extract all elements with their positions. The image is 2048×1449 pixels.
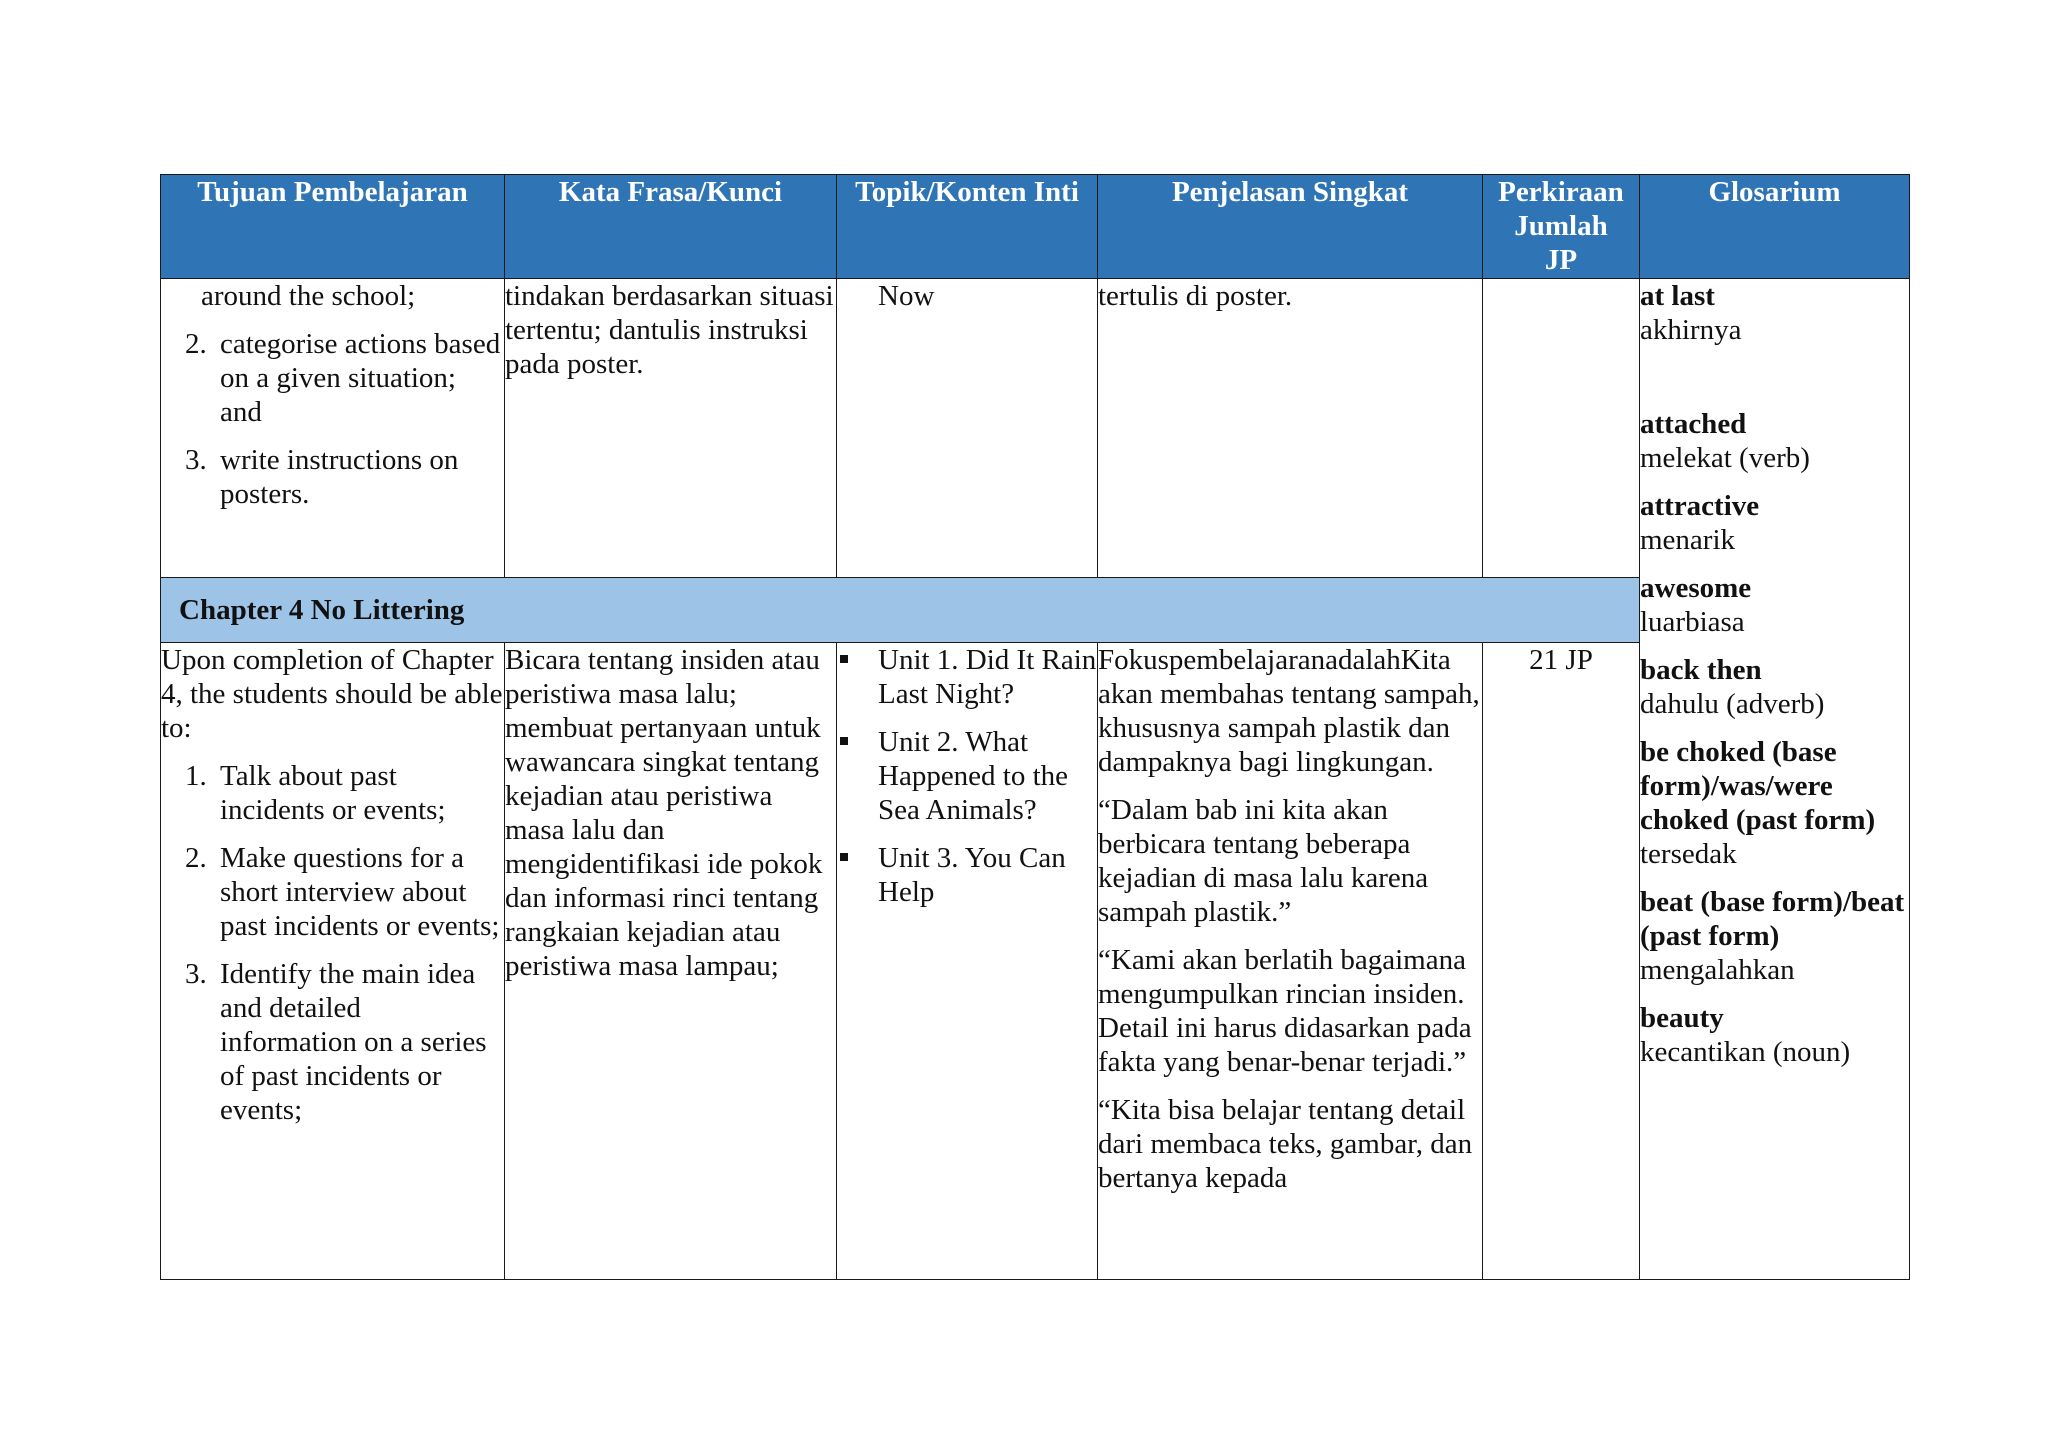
list-item: 3. write instructions on posters. [214, 443, 504, 511]
glossary-definition: kecantikan (noun) [1640, 1036, 1851, 1068]
cell-kata-ch4: Bicara tentang insiden atau peristiwa masa lalu; membuat pertanyaan untuk wawancara singkat tentang kejadian atau peristiwa masa lalu dan mengidentifikasi ide pokok dan informasi rinci tentang rangkaian kejadian atau peristiwa masa lampau; [505, 643, 837, 1280]
cell-penjelasan-prev: tertulis di poster. [1098, 279, 1483, 578]
list-item [837, 643, 1097, 711]
glossary-term: back then [1640, 654, 1762, 686]
table-row-previous [161, 279, 1910, 578]
glossary-definition: mengalahkan [1640, 954, 1795, 986]
square-bullet-icon [840, 737, 848, 745]
tujuan-list-prev [161, 327, 504, 511]
header-tujuan: Tujuan Pembelajaran [161, 175, 505, 279]
header-jp-line3: JP [1544, 244, 1578, 276]
topik-continued-text: Now [878, 280, 935, 312]
header-jp-line2: Jumlah [1514, 210, 1608, 242]
list-item [837, 725, 1097, 827]
header-penjelasan: Penjelasan Singkat [1098, 175, 1483, 279]
header-jp [1483, 175, 1640, 279]
curriculum-table [160, 174, 1910, 1280]
glossary-term: beat (base form)/beat (past form) [1640, 886, 1905, 952]
penjelasan-paragraph: “Kami akan berlatih bagaimana mengumpulkan rincian insiden. Detail ini harus didasarkan pada fakta yang benar-benar terjadi.” [1098, 944, 1472, 1078]
topik-unit-list [837, 643, 1097, 909]
list-item: 3. Identify the main idea and detailed information on a series of past incidents or events; [214, 957, 504, 1127]
cell-topik-prev [837, 279, 1098, 578]
penjelasan-paragraph: “Dalam bab ini kita akan berbicara tentang beberapa kejadian di masa lalu karena sampah plastik.” [1098, 794, 1429, 928]
cell-jp-ch4: 21 JP [1483, 643, 1640, 1280]
header-kata: Kata Frasa/Kunci [505, 175, 837, 279]
cell-tujuan-prev [161, 279, 505, 578]
list-item [837, 841, 1097, 909]
glossary-definition: luarbiasa [1640, 606, 1745, 638]
header-glosarium: Glosarium [1640, 175, 1910, 279]
cell-tujuan-ch4 [161, 643, 505, 1280]
header-topik: Topik/Konten Inti [837, 175, 1098, 279]
square-bullet-icon [840, 655, 848, 663]
glossary-definition: dahulu (adverb) [1640, 688, 1825, 720]
penjelasan-paragraph: FokuspembelajaranadalahKita akan membahas tentang sampah, khususnya sampah plastik dan dampaknya bagi lingkungan. [1098, 644, 1480, 778]
glossary-definition: melekat (verb) [1640, 442, 1810, 474]
glossary-term: at last [1640, 280, 1715, 312]
glossary-term: awesome [1640, 572, 1752, 604]
glossary-definition: tersedak [1640, 838, 1737, 870]
glossary-term: be choked (base form)/was/were choked (past form) [1640, 736, 1876, 836]
cell-penjelasan-ch4 [1098, 643, 1483, 1280]
penjelasan-paragraph: “Kita bisa belajar tentang detail dari membaca teks, gambar, dan bertanya kepada [1098, 1094, 1473, 1194]
unit-label: Unit 3. You Can Help [878, 842, 1066, 908]
glossary-term: attractive [1640, 490, 1760, 522]
cell-topik-ch4 [837, 643, 1098, 1280]
header-jp-line1: Perkiraan [1498, 176, 1624, 208]
tujuan-intro: Upon completion of Chapter 4, the students should be able to: [161, 644, 503, 744]
cell-kata-prev: tindakan berdasarkan situasi tertentu; dantulis instruksi pada poster. [505, 279, 837, 578]
tujuan-list-ch4 [161, 759, 504, 1127]
list-item: 2. categorise actions based on a given situation; and [214, 327, 504, 429]
glossary-term: attached [1640, 408, 1747, 440]
cell-glosarium [1640, 279, 1910, 1280]
glossary-definition: menarik [1640, 524, 1736, 556]
unit-label: Unit 2. What Happened to the Sea Animals? [878, 726, 1069, 826]
cell-jp-prev [1483, 279, 1640, 578]
list-item: 1. Talk about past incidents or events; [214, 759, 504, 827]
chapter-title: Chapter 4 No Littering [161, 578, 1640, 643]
glossary-term: beauty [1640, 1002, 1724, 1034]
list-item: 2. Make questions for a short interview about past incidents or events; [214, 841, 504, 943]
square-bullet-icon [840, 853, 848, 861]
penjelasan-content [1098, 643, 1482, 1271]
tujuan-continued-text: around the school; [201, 280, 416, 312]
glossary-definition: akhirnya [1640, 314, 1742, 346]
unit-label: Unit 1. Did It Rain Last Night? [878, 644, 1097, 710]
glossary-spacer [1640, 361, 1909, 407]
